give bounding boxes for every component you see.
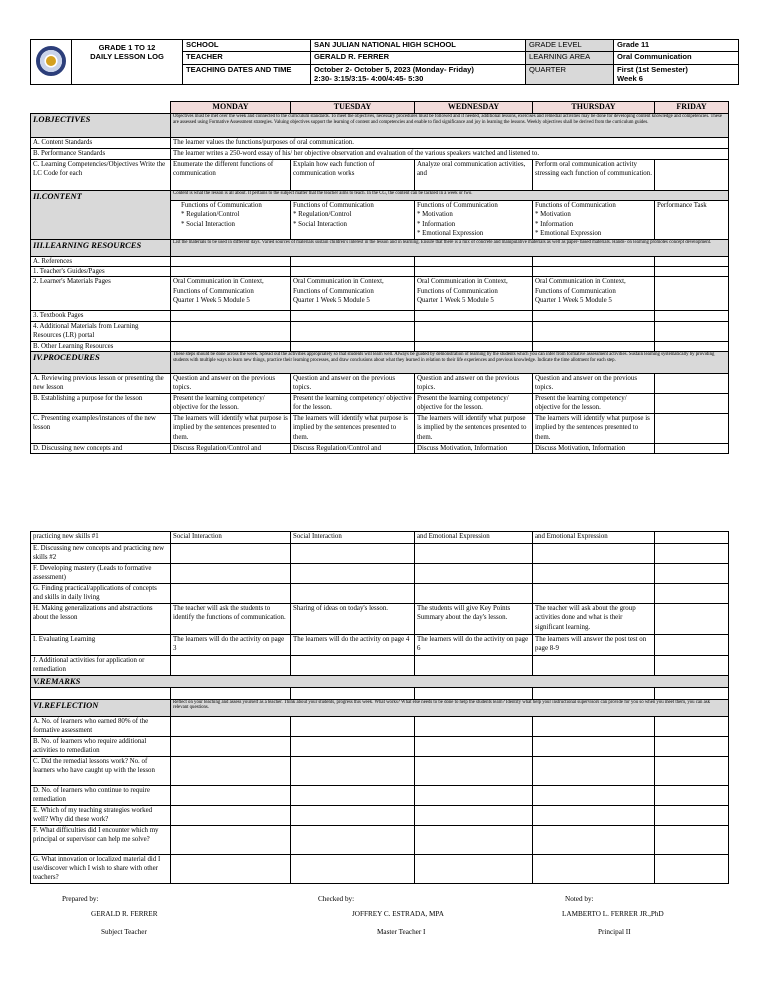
learner-materials-label: 2. Learner's Materials Pages <box>31 277 171 311</box>
dates-label: TEACHING DATES AND TIME <box>183 64 311 84</box>
procedure-d-cell <box>655 444 729 454</box>
content-line: Functions of Communication <box>417 202 498 209</box>
competency-cell <box>655 160 729 191</box>
content-line: * Motivation <box>535 211 571 219</box>
seal-icon <box>36 46 66 76</box>
day-header: TUESDAY <box>291 102 415 114</box>
resources-note: List the materials to be used in different days. Varied sources of materials sustain children's interest in the lesson and in learning. Ensure that there is a mix of concrete and manipulative materials as well as paper- based materials. Hands- on learning promotes concept development. <box>171 239 729 256</box>
dates-value <box>311 64 526 84</box>
procedures-title: IV.PROCEDURES <box>31 352 171 374</box>
resources-title: III.LEARNING RESOURCES <box>31 239 171 256</box>
content-line: * Social Interaction <box>293 220 347 228</box>
procedure-d-label-cont: practicing new skills #1 <box>31 532 171 544</box>
school-label: SCHOOL <box>183 40 311 52</box>
prepared-by-name: GERALD R. FERRER <box>91 910 158 918</box>
day-header: FRIDAY <box>655 102 729 114</box>
materials-line: Functions of Communication <box>173 287 254 295</box>
procedure-b-label: B. Establishing a purpose for the lesson <box>31 394 171 414</box>
procedure-d-cell: Social Interaction <box>291 532 415 544</box>
procedure-h-cell: The teacher will ask about the group activities done and what is their significant learning. <box>533 603 655 634</box>
procedure-c-cell: The learners will identify what purpose is implied by the sentences presented to them. <box>291 414 415 444</box>
references-label: A. References <box>31 256 171 266</box>
quarter-value-line1: First (1st Semester) <box>617 64 688 74</box>
procedure-i-cell: The learners will do the activity on page 3 <box>171 634 291 655</box>
teacher-value: GERALD R. FERRER <box>311 52 526 64</box>
materials-line: Oral Communication in Context, <box>417 278 508 286</box>
checked-by-name: JOFFREY C. ESTRADA, MPA <box>352 910 444 918</box>
content-line: * Motivation <box>417 211 453 219</box>
materials-cell <box>291 277 415 311</box>
objectives-note: Objectives must be met over the week and connected to the curriculum standards. To meet the objectives, necessary procedures must be followed and if needed, additional lessons, exercises and remedial activities may be done for developing content knowledge and competencies. These are assessed using Formative Assessment strategies. Valuing objectives support the learning of content and competencies and enable to find significance and joy in learning the lessons. Weekly objectives shall be derived from the curriculum guides. <box>171 114 729 138</box>
content-line: * Emotional Expression <box>535 230 602 238</box>
procedure-i-label: I. Evaluating Learning <box>31 634 171 655</box>
competency-cell: Analyze oral communication activities, and <box>415 160 533 191</box>
content-line: Performance Task <box>657 202 707 209</box>
materials-cell <box>171 277 291 311</box>
competency-cell: Explain how each function of communication works <box>291 160 415 191</box>
dll-header <box>30 39 739 85</box>
procedure-d-cell: Discuss Regulation/Control and <box>171 444 291 454</box>
materials-line: Functions of Communication <box>417 287 498 295</box>
procedure-c-label: C. Presenting examples/instances of the new lesson <box>31 414 171 444</box>
teacher-guides-label: 1. Teacher's Guides/Pages <box>31 267 171 277</box>
reflection-title: VI.REFLECTION <box>31 699 171 716</box>
materials-line: Oral Communication in Context, <box>535 278 626 286</box>
dates-value-line1: October 2- October 5, 2023 (Monday- Friday) <box>314 64 474 74</box>
materials-line: Oral Communication in Context, <box>293 278 384 286</box>
content-day-cell <box>171 201 291 240</box>
procedure-d-cell: and Emotional Expression <box>415 532 533 544</box>
objectives-title: I.OBJECTIVES <box>31 114 171 138</box>
content-day-cell <box>291 201 415 240</box>
quarter-value-line2: Week 6 <box>617 73 644 83</box>
day-header: MONDAY <box>171 102 291 114</box>
content-line: Functions of Communication <box>535 202 616 209</box>
noted-by-name: LAMBERTO L. FERRER JR.,PhD <box>562 910 664 918</box>
content-title: II.CONTENT <box>31 191 171 240</box>
procedure-d-cell: Discuss Regulation/Control and <box>291 444 415 454</box>
materials-cell <box>533 277 655 311</box>
content-line: * Information <box>417 220 456 228</box>
procedure-i-cell: The learners will answer the post test on page 8-9 <box>533 634 655 655</box>
dll-title-line2: DAILY LESSON LOG <box>90 52 164 61</box>
materials-line: Quarter 1 Week 5 Module 5 <box>535 297 612 305</box>
day-header: WEDNESDAY <box>415 102 533 114</box>
reflection-item: B. No. of learners who require additional activities to remediation <box>31 736 171 756</box>
area-value: Oral Communication <box>614 52 739 64</box>
reflection-item: C. Did the remedial lessons work? No. of learners who have caught up with the lesson <box>31 756 171 785</box>
content-line: Functions of Communication <box>293 202 374 209</box>
reflection-note: Reflect on your teaching and assess yourself as a teacher. Think about your students, progress this week. What works? What else needs to be done to help the students learn? Identify what help your instructional supervisors can provide for you so when you meet them, you can ask relevant questions. <box>171 699 729 716</box>
procedure-b-cell: Present the learning competency/ objective for the lesson. <box>415 394 533 414</box>
competency-cell: Enumerate the different functions of communication <box>171 160 291 191</box>
procedure-h-label: H. Making generalizations and abstractions about the lesson <box>31 603 171 634</box>
procedure-h-cell: The students will give Key Points Summary about the day's lesson. <box>415 603 533 634</box>
content-line: * Social Interaction <box>181 220 235 228</box>
checked-by-role: Master Teacher I <box>377 928 426 936</box>
grade-value: Grade 11 <box>614 40 739 52</box>
noted-by-label: Noted by: <box>565 895 594 903</box>
procedure-h-cell: The teacher will ask the students to identify the functions of communication. <box>171 603 291 634</box>
competency-cell: Perform oral communication activity stressing each function of communication. <box>533 160 655 191</box>
procedure-h-cell: Sharing of ideas on today's lesson. <box>291 603 415 634</box>
content-line: * Information <box>535 220 574 228</box>
materials-line: Quarter 1 Week 5 Module 5 <box>417 297 494 305</box>
teacher-label: TEACHER <box>183 52 311 64</box>
procedures-note: These steps should be done across the week. Spread out the activities appropriately so that students will learn well. Always be guided by demonstration of learning by the students which you can infer from formative assessment activities. Sustain learning systematically by providing students with multiple ways to learn new things, practice their learning processes, and draw conclusions about what they learned in relation to their life experiences and previous knowledge. Indicate the time allotment for each step. <box>171 352 729 374</box>
other-resources-label: B. Other Learning Resources <box>31 341 171 351</box>
procedure-c-cell: The learners will identify what purpose is implied by the sentences presented to them. <box>415 414 533 444</box>
content-line: Functions of Communication <box>181 202 262 209</box>
procedure-c-cell: The learners will identify what purpose is implied by the sentences presented to them. <box>171 414 291 444</box>
materials-line: Quarter 1 Week 5 Module 5 <box>173 297 250 305</box>
procedure-g-label: G. Finding practical/applications of concepts and skills in daily living <box>31 584 171 604</box>
reflection-item: F. What difficulties did I encounter which my principal or supervisor can help me solve? <box>31 825 171 854</box>
area-label: LEARNING AREA <box>526 52 614 64</box>
content-line: * Regulation/Control <box>293 211 352 219</box>
procedure-a-cell: Question and answer on the previous topics. <box>171 374 291 394</box>
content-day-cell <box>415 201 533 240</box>
competencies-label: C. Learning Competencies/Objectives Write the LC Code for each <box>31 160 171 191</box>
reflection-item: E. Which of my teaching strategies worked well? Why did these work? <box>31 805 171 825</box>
procedure-d-cell: Social Interaction <box>171 532 291 544</box>
prepared-by-label: Prepared by: <box>62 895 99 903</box>
procedure-b-cell: Present the learning competency/ objective for the lesson. <box>533 394 655 414</box>
procedure-d-cell: Discuss Motivation, Information <box>533 444 655 454</box>
materials-line: Functions of Communication <box>293 287 374 295</box>
textbook-label: 3. Textbook Pages <box>31 311 171 321</box>
materials-line: Quarter 1 Week 5 Module 5 <box>293 297 370 305</box>
materials-line: Oral Communication in Context, <box>173 278 264 286</box>
procedure-d-label: D. Discussing new concepts and <box>31 444 171 454</box>
reflection-item: A. No. of learners who earned 80% of the formative assessment <box>31 716 171 736</box>
content-line: * Regulation/Control <box>181 211 240 219</box>
school-value: SAN JULIAN NATIONAL HIGH SCHOOL <box>311 40 526 52</box>
day-header: THURSDAY <box>533 102 655 114</box>
procedure-f-label: F. Developing mastery (Leads to formative assessment) <box>31 564 171 584</box>
procedure-b-cell: Present the learning competency/ objective for the lesson. <box>171 394 291 414</box>
procedure-a-cell: Question and answer on the previous topics. <box>291 374 415 394</box>
dll-table-part1 <box>30 101 729 454</box>
dates-value-line2: 2:30- 3:15/3:15- 4:00/4:45- 5:30 <box>314 73 424 83</box>
reflection-item: G. What innovation or localized material did I use/discover which I wish to share with other teachers? <box>31 854 171 883</box>
corner-blank <box>31 102 171 114</box>
procedure-i-cell <box>655 634 729 655</box>
quarter-label: QUARTER <box>526 64 614 84</box>
dll-title-line1: GRADE 1 TO 12 <box>98 43 156 52</box>
content-standards-value: The learner values the functions/purposes of oral communication. <box>171 138 729 149</box>
content-note: Content is what the lesson is all about. It pertains to the subject matter that the teacher aims to teach. In the CG, the content can be tackled in a week or two. <box>171 191 729 201</box>
performance-standards-label: B. Performance Standards <box>31 149 171 160</box>
materials-line: Functions of Communication <box>535 287 616 295</box>
quarter-value <box>614 64 739 84</box>
prepared-by-role: Subject Teacher <box>101 928 147 936</box>
noted-by-role: Principal II <box>598 928 631 936</box>
additional-materials-label: 4. Additional Materials from Learning Resources (LR) portal <box>31 321 171 341</box>
grade-label: GRADE LEVEL <box>526 40 614 52</box>
procedure-d-cell <box>655 532 729 544</box>
procedure-b-cell: Present the learning competency/ objective for the lesson. <box>291 394 415 414</box>
procedure-i-cell: The learners will do the activity on page 4 <box>291 634 415 655</box>
content-day-cell <box>533 201 655 240</box>
procedure-d-cell: Discuss Motivation, Information <box>415 444 533 454</box>
procedure-h-cell <box>655 603 729 634</box>
procedure-i-cell: The learners will do the activity on page 6 <box>415 634 533 655</box>
procedure-c-cell: The learners will identify what purpose is implied by the sentences presented to them. <box>533 414 655 444</box>
procedure-j-label: J. Additional activities for application or remediation <box>31 655 171 675</box>
dll-table-part2 <box>30 531 729 884</box>
materials-cell <box>415 277 533 311</box>
checked-by-label: Checked by: <box>318 895 355 903</box>
reflection-item: D. No. of learners who continue to require remediation <box>31 785 171 805</box>
procedure-d-cell: and Emotional Expression <box>533 532 655 544</box>
procedure-a-label: A. Reviewing previous lesson or presenting the new lesson <box>31 374 171 394</box>
content-day-cell <box>655 201 729 240</box>
deped-seal <box>31 40 72 85</box>
procedure-a-cell: Question and answer on the previous topics. <box>533 374 655 394</box>
performance-standards-value: The learner writes a 250-word essay of his/ her objective observation and evaluation of the various speakers watched and listened to. <box>171 149 729 160</box>
procedure-e-label: E. Discussing new concepts and practicing new skills #2 <box>31 544 171 564</box>
content-standards-label: A. Content Standards <box>31 138 171 149</box>
remarks-title: V.REMARKS <box>31 675 729 687</box>
content-line: * Emotional Expression <box>417 230 484 238</box>
procedure-a-cell: Question and answer on the previous topics. <box>415 374 533 394</box>
dll-title <box>72 40 183 85</box>
